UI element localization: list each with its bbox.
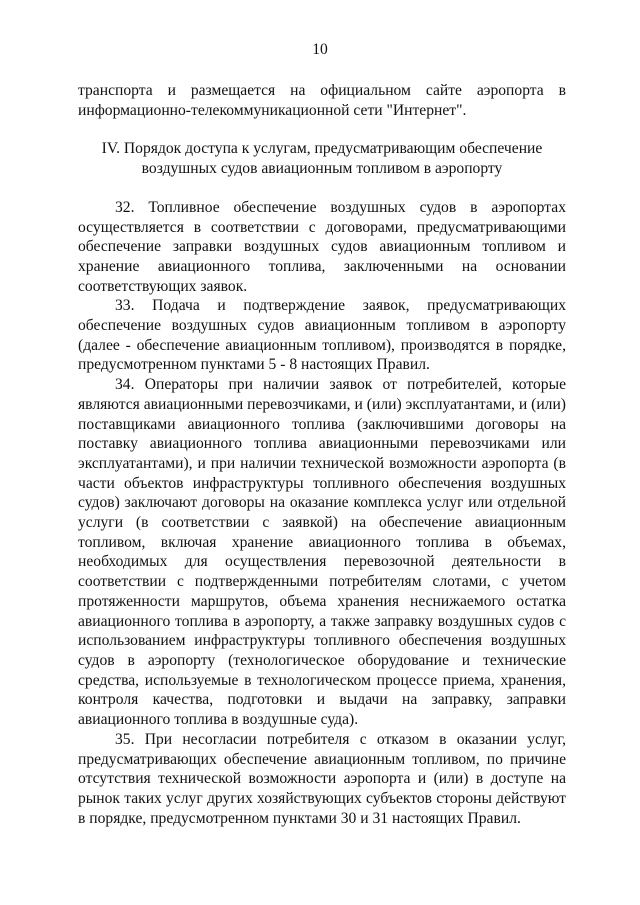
document-body	[78, 81, 566, 828]
intro-paragraph: транспорта и размещается на официальном сайте аэропорта в информационно-телекоммуникационной сети "Интернет".	[78, 82, 566, 119]
paragraph-34: 34. Операторы при наличии заявок от потребителей, которые являются авиационными перевозчиками, и (или) эксплуатантами, и (или) поставщиками авиационного топлива (заключившими договоры на поставку авиационного топлива авиационными перевозчиками или эксплуатантами), и при наличии технической возможности аэропорта (в части объектов инфраструктуры топливного обеспечения воздушных судов) заключают договоры на оказание комплекса услуг или отдельной услуги (в соответствии с заявкой) на обеспечение авиационным топливом, включая хранение авиационного топлива в объемах, необходимых для осуществления перевозочной деятельности в соответствии с подтвержденными потребителям слотами, с учетом протяженности маршрутов, объема хранения неснижаемого остатка авиационного топлива в аэропорту, а также заправку воздушных судов с использованием инфраструктуры топливного обеспечения воздушных судов в аэропорту (технологическое оборудование и технические средства, используемые в технологическом процессе приема, хранения, контроля качества, подготовки и выдачи на заправку, заправки авиационного топлива в воздушные суда).	[78, 376, 566, 729]
paragraph-32: 32. Топливное обеспечение воздушных судов в аэропортах осуществляется в соответствии с договорами, предусматривающими обеспечение заправки воздушных судов авиационным топливом и хранение авиационного топлива, заключенными на основании соответствующих заявок.	[78, 198, 566, 295]
paragraph-33: 33. Подача и подтверждение заявок, предусматривающих обеспечение воздушных судов авиационным топливом в аэропорту (далее - обеспечение авиационным топливом), производятся в порядке, предусмотренном пунктами 5 - 8 настоящих Правил.	[78, 297, 566, 374]
section-heading-line-2: воздушных судов авиационным топливом в аэропорту	[141, 160, 503, 178]
section-heading	[78, 139, 566, 178]
paragraph-35: 35. При несогласии потребителя с отказом в оказании услуг, предусматривающих обеспечение авиационным топливом, по причине отсутствия технической возможности аэропорта и (или) в доступе на рынок таких услуг других хозяйствующих субъектов стороны действуют в порядке, предусмотренном пунктами 30 и 31 настоящих Правил.	[78, 730, 566, 827]
page-number: 10	[312, 41, 328, 58]
section-heading-line-1: IV. Порядок доступа к услугам, предусматривающим обеспечение	[101, 140, 543, 158]
